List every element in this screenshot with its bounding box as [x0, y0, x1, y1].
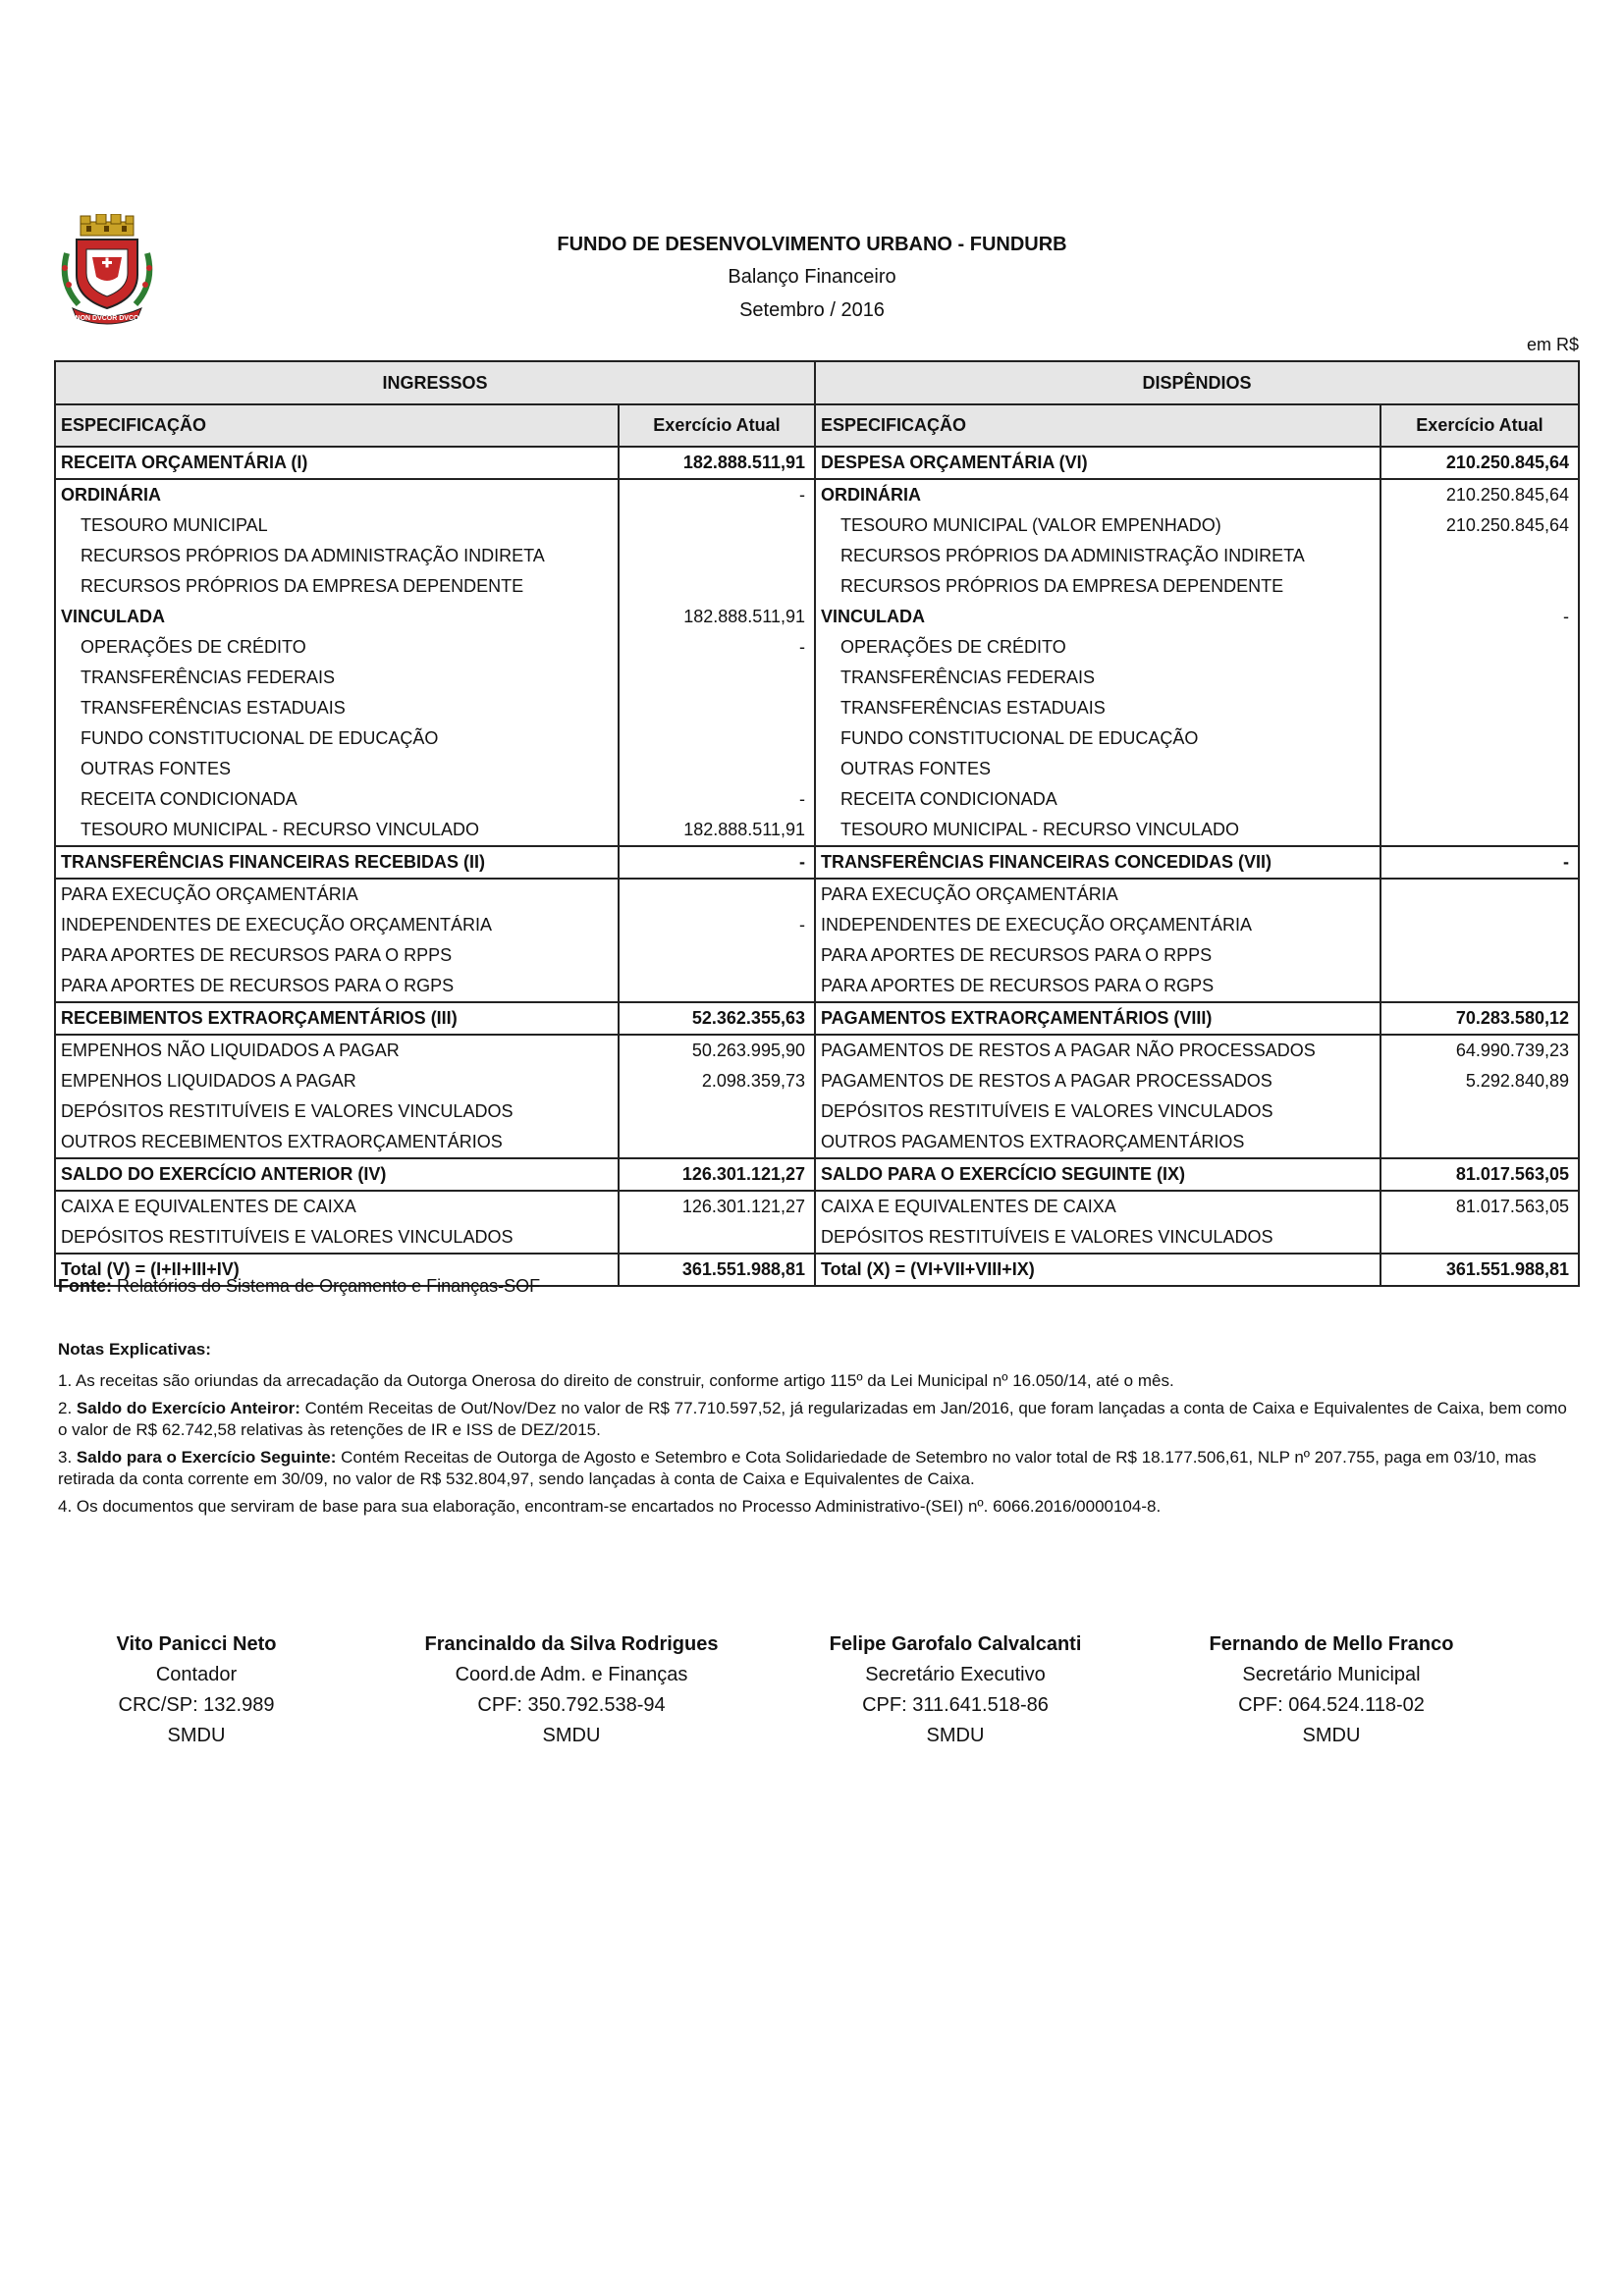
- signature-block: [1135, 1629, 1528, 1751]
- table-column-header: [55, 404, 1579, 447]
- ingresso-value: -: [619, 479, 815, 510]
- signer-id: CPF: 311.641.518-86: [862, 1694, 1049, 1716]
- table-row: [55, 1222, 1579, 1254]
- currency-unit: em R$: [1526, 335, 1579, 354]
- ingresso-value: 182.888.511,91: [619, 815, 815, 846]
- dispendio-value: 210.250.845,64: [1380, 510, 1579, 541]
- signer-role: Coord.de Adm. e Finanças: [455, 1664, 688, 1685]
- signer-role: Secretário Executivo: [865, 1664, 1046, 1685]
- dispendio-label: PARA APORTES DE RECURSOS PARA O RGPS: [815, 971, 1380, 1002]
- dispendio-label: TRANSFERÊNCIAS FEDERAIS: [815, 663, 1380, 693]
- signer-role: Contador: [155, 1664, 238, 1685]
- ingresso-value: [619, 1127, 815, 1158]
- ingresso-label: TESOURO MUNICIPAL: [55, 510, 619, 541]
- table-row: [55, 723, 1579, 754]
- ingresso-value: -: [619, 632, 815, 663]
- table-row: [55, 846, 1579, 879]
- ingresso-label: CAIXA E EQUIVALENTES DE CAIXA: [55, 1191, 619, 1222]
- source-label: Fonte:: [58, 1276, 112, 1296]
- ingresso-value: 52.362.355,63: [619, 1002, 815, 1035]
- dispendio-label: DEPÓSITOS RESTITUÍVEIS E VALORES VINCULADOS: [815, 1096, 1380, 1127]
- crest-motto: NON DVCOR DVCO: [75, 315, 139, 322]
- note-item: [58, 1447, 1580, 1490]
- dispendio-label: PARA APORTES DE RECURSOS PARA O RPPS: [815, 940, 1380, 971]
- table-row: [55, 815, 1579, 846]
- ingresso-label: TESOURO MUNICIPAL - RECURSO VINCULADO: [55, 815, 619, 846]
- dispendio-label: ORDINÁRIA: [815, 479, 1380, 510]
- ingresso-value: [619, 663, 815, 693]
- ingresso-label: TRANSFERÊNCIAS FEDERAIS: [55, 663, 619, 693]
- table-row: [55, 754, 1579, 784]
- dispendio-label: PARA EXECUÇÃO ORÇAMENTÁRIA: [815, 879, 1380, 910]
- table-row: [55, 1035, 1579, 1066]
- dispendio-label: TRANSFERÊNCIAS FINANCEIRAS CONCEDIDAS (VII): [815, 846, 1380, 879]
- document-subtitle: Balanço Financeiro: [728, 266, 896, 288]
- dispendio-value: 70.283.580,12: [1380, 1002, 1579, 1035]
- source-text: Relatórios do Sistema de Orçamento e Finanças-SOF: [111, 1276, 541, 1296]
- document-title: FUNDO DE DESENVOLVIMENTO URBANO - FUNDURB: [557, 234, 1067, 255]
- dispendio-value: [1380, 940, 1579, 971]
- ingresso-value: 50.263.995,90: [619, 1035, 815, 1066]
- table-group-header: [55, 361, 1579, 404]
- table-row: [55, 602, 1579, 632]
- dispendio-label: INDEPENDENTES DE EXECUÇÃO ORÇAMENTÁRIA: [815, 910, 1380, 940]
- dispendio-label: SALDO PARA O EXERCÍCIO SEGUINTE (IX): [815, 1158, 1380, 1191]
- signature-block: [0, 1629, 393, 1751]
- table-row: [55, 1066, 1579, 1096]
- note-number: 4.: [58, 1497, 77, 1516]
- dispendio-value: [1380, 815, 1579, 846]
- ingresso-value: -: [619, 846, 815, 879]
- signer-id: CRC/SP: 132.989: [118, 1694, 275, 1716]
- dispendio-value: [1380, 971, 1579, 1002]
- table-row: [55, 910, 1579, 940]
- right-spec-header: ESPECIFICAÇÃO: [815, 404, 1380, 447]
- table-row: [55, 479, 1579, 510]
- signer-name: Vito Panicci Neto: [116, 1633, 277, 1655]
- ingresso-label: INDEPENDENTES DE EXECUÇÃO ORÇAMENTÁRIA: [55, 910, 619, 940]
- ingresso-label: VINCULADA: [55, 602, 619, 632]
- table-row: [55, 663, 1579, 693]
- ingresso-label: RECEITA CONDICIONADA: [55, 784, 619, 815]
- note-heading: Saldo para o Exercício Seguinte:: [76, 1448, 337, 1467]
- table-row: [55, 940, 1579, 971]
- right-value-header: Exercício Atual: [1380, 404, 1579, 447]
- signer-name: Francinaldo da Silva Rodrigues: [424, 1633, 719, 1655]
- ingresso-label: Total (V) = (I+II+III+IV): [55, 1254, 619, 1286]
- signer-id: CPF: 064.524.118-02: [1238, 1694, 1425, 1716]
- table-row: [55, 541, 1579, 571]
- signer-org: SMDU: [1302, 1725, 1361, 1746]
- dispendio-value: [1380, 1096, 1579, 1127]
- dispendio-label: CAIXA E EQUIVALENTES DE CAIXA: [815, 1191, 1380, 1222]
- dispendio-value: [1380, 879, 1579, 910]
- table-row: [55, 784, 1579, 815]
- balance-table: [54, 360, 1580, 1287]
- signer-name: Fernando de Mello Franco: [1209, 1633, 1454, 1655]
- dispendio-label: DESPESA ORÇAMENTÁRIA (VI): [815, 447, 1380, 479]
- signer-id: CPF: 350.792.538-94: [477, 1694, 666, 1716]
- dispendio-value: 81.017.563,05: [1380, 1158, 1579, 1191]
- table-row: [55, 1158, 1579, 1191]
- ingresso-label: DEPÓSITOS RESTITUÍVEIS E VALORES VINCULADOS: [55, 1096, 619, 1127]
- table-row: [55, 693, 1579, 723]
- dispendio-label: PAGAMENTOS DE RESTOS A PAGAR PROCESSADOS: [815, 1066, 1380, 1096]
- dispendio-value: [1380, 632, 1579, 663]
- note-number: 3.: [58, 1448, 77, 1467]
- dispendio-label: TESOURO MUNICIPAL - RECURSO VINCULADO: [815, 815, 1380, 846]
- ingresso-value: [619, 510, 815, 541]
- dispendio-value: 361.551.988,81: [1380, 1254, 1579, 1286]
- ingresso-value: [619, 723, 815, 754]
- ingresso-label: OPERAÇÕES DE CRÉDITO: [55, 632, 619, 663]
- ingresso-value: [619, 1222, 815, 1254]
- ingresso-label: PARA EXECUÇÃO ORÇAMENTÁRIA: [55, 879, 619, 910]
- dispendio-label: DEPÓSITOS RESTITUÍVEIS E VALORES VINCULADOS: [815, 1222, 1380, 1254]
- ingresso-value: -: [619, 784, 815, 815]
- dispendio-label: VINCULADA: [815, 602, 1380, 632]
- notes-list: [58, 1370, 1580, 1518]
- ingresso-value: [619, 1096, 815, 1127]
- dispendio-value: [1380, 784, 1579, 815]
- dispendio-value: [1380, 1222, 1579, 1254]
- dispendio-label: RECURSOS PRÓPRIOS DA EMPRESA DEPENDENTE: [815, 571, 1380, 602]
- note-item: [58, 1496, 1580, 1518]
- ingresso-value: [619, 541, 815, 571]
- source-note: [58, 1276, 540, 1297]
- dispendio-value: [1380, 541, 1579, 571]
- dispendio-label: PAGAMENTOS DE RESTOS A PAGAR NÃO PROCESSADOS: [815, 1035, 1380, 1066]
- dispendio-value: [1380, 1127, 1579, 1158]
- ingresso-label: EMPENHOS LIQUIDADOS A PAGAR: [55, 1066, 619, 1096]
- dispendio-value: [1380, 693, 1579, 723]
- signature-block: [375, 1629, 768, 1751]
- note-text: Contém Receitas de Out/Nov/Dez no valor de R$ 77.710.597,52, já regularizadas em Jan/2016, que foram lançadas a conta de Caixa e Equivalentes de Caixa, bem como o valor de R$ 62.742,58 relativas às retenções de IR e ISS de DEZ/2015.: [58, 1399, 1567, 1439]
- table-row: [55, 510, 1579, 541]
- dispendio-value: 64.990.739,23: [1380, 1035, 1579, 1066]
- ingresso-label: RECEBIMENTOS EXTRAORÇAMENTÁRIOS (III): [55, 1002, 619, 1035]
- ingresso-label: PARA APORTES DE RECURSOS PARA O RPPS: [55, 940, 619, 971]
- note-text: Contém Receitas de Outorga de Agosto e Setembro e Cota Solidariedade de Setembro no valor total de R$ 18.177.506,61, NLP nº 207.755, paga em 03/10, mas retirada da conta corrente em 30/09, no valor de R$ 532.804,97, sendo lançadas à conta de Caixa e Equivalentes de Caixa.: [58, 1448, 1537, 1488]
- dispendio-value: -: [1380, 846, 1579, 879]
- ingresso-value: [619, 971, 815, 1002]
- dispendio-value: [1380, 723, 1579, 754]
- table-row: [55, 1096, 1579, 1127]
- dispendio-value: [1380, 754, 1579, 784]
- ingresso-value: [619, 754, 815, 784]
- table-row: [55, 1127, 1579, 1158]
- note-number: 2.: [58, 1399, 77, 1417]
- dispendio-label: OPERAÇÕES DE CRÉDITO: [815, 632, 1380, 663]
- table-row: [55, 571, 1579, 602]
- table-row: [55, 632, 1579, 663]
- dispendio-label: RECURSOS PRÓPRIOS DA ADMINISTRAÇÃO INDIRETA: [815, 541, 1380, 571]
- dispendio-value: -: [1380, 602, 1579, 632]
- dispendio-label: OUTROS PAGAMENTOS EXTRAORÇAMENTÁRIOS: [815, 1127, 1380, 1158]
- signer-org: SMDU: [167, 1725, 226, 1746]
- dispendio-value: [1380, 910, 1579, 940]
- signature-block: [759, 1629, 1152, 1751]
- ingresso-label: TRANSFERÊNCIAS FINANCEIRAS RECEBIDAS (II): [55, 846, 619, 879]
- table-row: [55, 879, 1579, 910]
- ingresso-value: 126.301.121,27: [619, 1158, 815, 1191]
- ingresso-label: DEPÓSITOS RESTITUÍVEIS E VALORES VINCULADOS: [55, 1222, 619, 1254]
- ingresso-label: PARA APORTES DE RECURSOS PARA O RGPS: [55, 971, 619, 1002]
- dispendio-label: Total (X) = (VI+VII+VIII+IX): [815, 1254, 1380, 1286]
- signer-name: Felipe Garofalo Calvalcanti: [829, 1633, 1082, 1655]
- ingresso-value: 2.098.359,73: [619, 1066, 815, 1096]
- signer-org: SMDU: [926, 1725, 985, 1746]
- ingresso-value: [619, 571, 815, 602]
- dispendio-label: FUNDO CONSTITUCIONAL DE EDUCAÇÃO: [815, 723, 1380, 754]
- dispendio-value: 5.292.840,89: [1380, 1066, 1579, 1096]
- ingresso-label: OUTRAS FONTES: [55, 754, 619, 784]
- dispendio-label: PAGAMENTOS EXTRAORÇAMENTÁRIOS (VIII): [815, 1002, 1380, 1035]
- ingresso-value: [619, 879, 815, 910]
- dispendio-value: 210.250.845,64: [1380, 447, 1579, 479]
- signer-role: Secretário Municipal: [1242, 1664, 1421, 1685]
- ingressos-header: INGRESSOS: [55, 361, 815, 404]
- note-text: As receitas são oriundas da arrecadação da Outorga Onerosa do direito de construir, conforme artigo 115º da Lei Municipal nº 16.050/14, até o mês.: [75, 1371, 1174, 1390]
- ingresso-label: EMPENHOS NÃO LIQUIDADOS A PAGAR: [55, 1035, 619, 1066]
- table-row: [55, 447, 1579, 479]
- note-item: [58, 1370, 1580, 1392]
- dispendio-label: TRANSFERÊNCIAS ESTADUAIS: [815, 693, 1380, 723]
- balance-table-body: [55, 447, 1579, 1286]
- table-row: [55, 1191, 1579, 1222]
- table-row: [55, 1002, 1579, 1035]
- ingresso-value: 182.888.511,91: [619, 447, 815, 479]
- dispendio-value: [1380, 663, 1579, 693]
- table-row: [55, 971, 1579, 1002]
- ingresso-value: -: [619, 910, 815, 940]
- ingresso-value: 361.551.988,81: [619, 1254, 815, 1286]
- ingresso-label: SALDO DO EXERCÍCIO ANTERIOR (IV): [55, 1158, 619, 1191]
- ingresso-value: [619, 693, 815, 723]
- dispendio-label: TESOURO MUNICIPAL (VALOR EMPENHADO): [815, 510, 1380, 541]
- explanatory-notes: [58, 1339, 1580, 1523]
- note-number: 1.: [58, 1371, 76, 1390]
- ingresso-value: 182.888.511,91: [619, 602, 815, 632]
- dispendio-value: 210.250.845,64: [1380, 479, 1579, 510]
- ingresso-label: TRANSFERÊNCIAS ESTADUAIS: [55, 693, 619, 723]
- ingresso-label: FUNDO CONSTITUCIONAL DE EDUCAÇÃO: [55, 723, 619, 754]
- note-text: Os documentos que serviram de base para sua elaboração, encontram-se encartados no Processo Administrativo-(SEI) nº. 6066.2016/0000104-8.: [76, 1497, 1162, 1516]
- ingresso-label: RECEITA ORÇAMENTÁRIA (I): [55, 447, 619, 479]
- signer-org: SMDU: [542, 1725, 601, 1746]
- notes-title: Notas Explicativas:: [58, 1340, 211, 1359]
- dispendios-header: DISPÊNDIOS: [815, 361, 1579, 404]
- ingresso-value: 126.301.121,27: [619, 1191, 815, 1222]
- document-period: Setembro / 2016: [739, 299, 885, 321]
- ingresso-label: ORDINÁRIA: [55, 479, 619, 510]
- ingresso-label: RECURSOS PRÓPRIOS DA EMPRESA DEPENDENTE: [55, 571, 619, 602]
- dispendio-value: 81.017.563,05: [1380, 1191, 1579, 1222]
- left-spec-header: ESPECIFICAÇÃO: [55, 404, 619, 447]
- note-item: [58, 1398, 1580, 1441]
- ingresso-label: RECURSOS PRÓPRIOS DA ADMINISTRAÇÃO INDIRETA: [55, 541, 619, 571]
- dispendio-label: RECEITA CONDICIONADA: [815, 784, 1380, 815]
- left-value-header: Exercício Atual: [619, 404, 815, 447]
- dispendio-label: OUTRAS FONTES: [815, 754, 1380, 784]
- dispendio-value: [1380, 571, 1579, 602]
- note-heading: Saldo do Exercício Anteiror:: [76, 1399, 300, 1417]
- ingresso-value: [619, 940, 815, 971]
- ingresso-label: OUTROS RECEBIMENTOS EXTRAORÇAMENTÁRIOS: [55, 1127, 619, 1158]
